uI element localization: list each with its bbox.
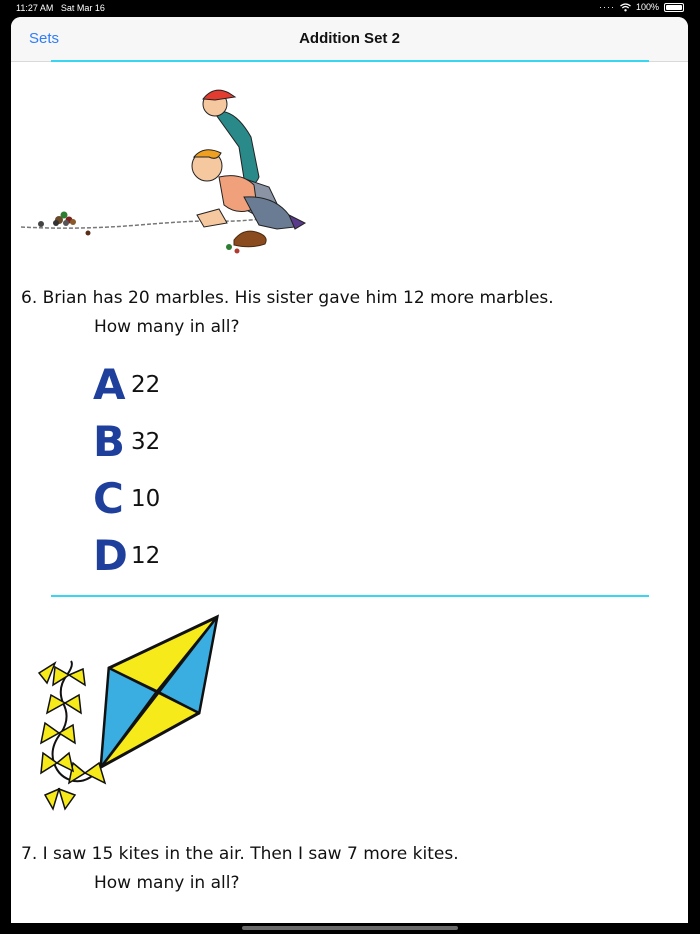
answer-value: 22 bbox=[131, 372, 161, 398]
answer-value: 12 bbox=[131, 543, 161, 569]
battery-percent: 100% bbox=[635, 2, 659, 12]
answer-letter: C bbox=[93, 474, 124, 523]
answer-option-b[interactable] bbox=[93, 417, 160, 467]
kite-illustration bbox=[19, 613, 234, 813]
wifi-icon bbox=[620, 3, 631, 12]
question-7 bbox=[21, 844, 459, 893]
answer-option-a[interactable] bbox=[93, 360, 160, 410]
question-6 bbox=[21, 288, 554, 337]
dots-icon: ···· bbox=[598, 2, 615, 12]
answer-letter: B bbox=[93, 417, 126, 466]
app-screen bbox=[11, 17, 688, 923]
answer-letter: D bbox=[93, 531, 128, 580]
battery-icon bbox=[664, 3, 684, 12]
question-text: 6. Brian has 20 marbles. His sister gave him 12 more marbles. bbox=[21, 288, 554, 308]
status-bar bbox=[0, 0, 700, 17]
divider-top bbox=[51, 60, 649, 62]
question-text: 7. I saw 15 kites in the air. Then I saw 7 more kites. bbox=[21, 844, 459, 864]
question-subtext: How many in all? bbox=[94, 317, 240, 337]
answer-option-d[interactable] bbox=[93, 531, 160, 581]
home-indicator[interactable] bbox=[242, 926, 458, 930]
answer-letter: A bbox=[93, 360, 126, 409]
divider-middle bbox=[51, 595, 649, 597]
answer-value: 10 bbox=[131, 486, 161, 512]
sets-back-button[interactable]: Sets bbox=[29, 30, 60, 47]
status-time: 11:27 AM Sat Mar 16 bbox=[16, 3, 105, 13]
page-title: Addition Set 2 bbox=[299, 30, 400, 47]
marbles-illustration bbox=[19, 77, 309, 257]
question-subtext: How many in all? bbox=[94, 873, 240, 893]
answer-option-c[interactable] bbox=[93, 474, 160, 524]
navigation-bar bbox=[11, 17, 688, 62]
answer-value: 32 bbox=[131, 429, 161, 455]
